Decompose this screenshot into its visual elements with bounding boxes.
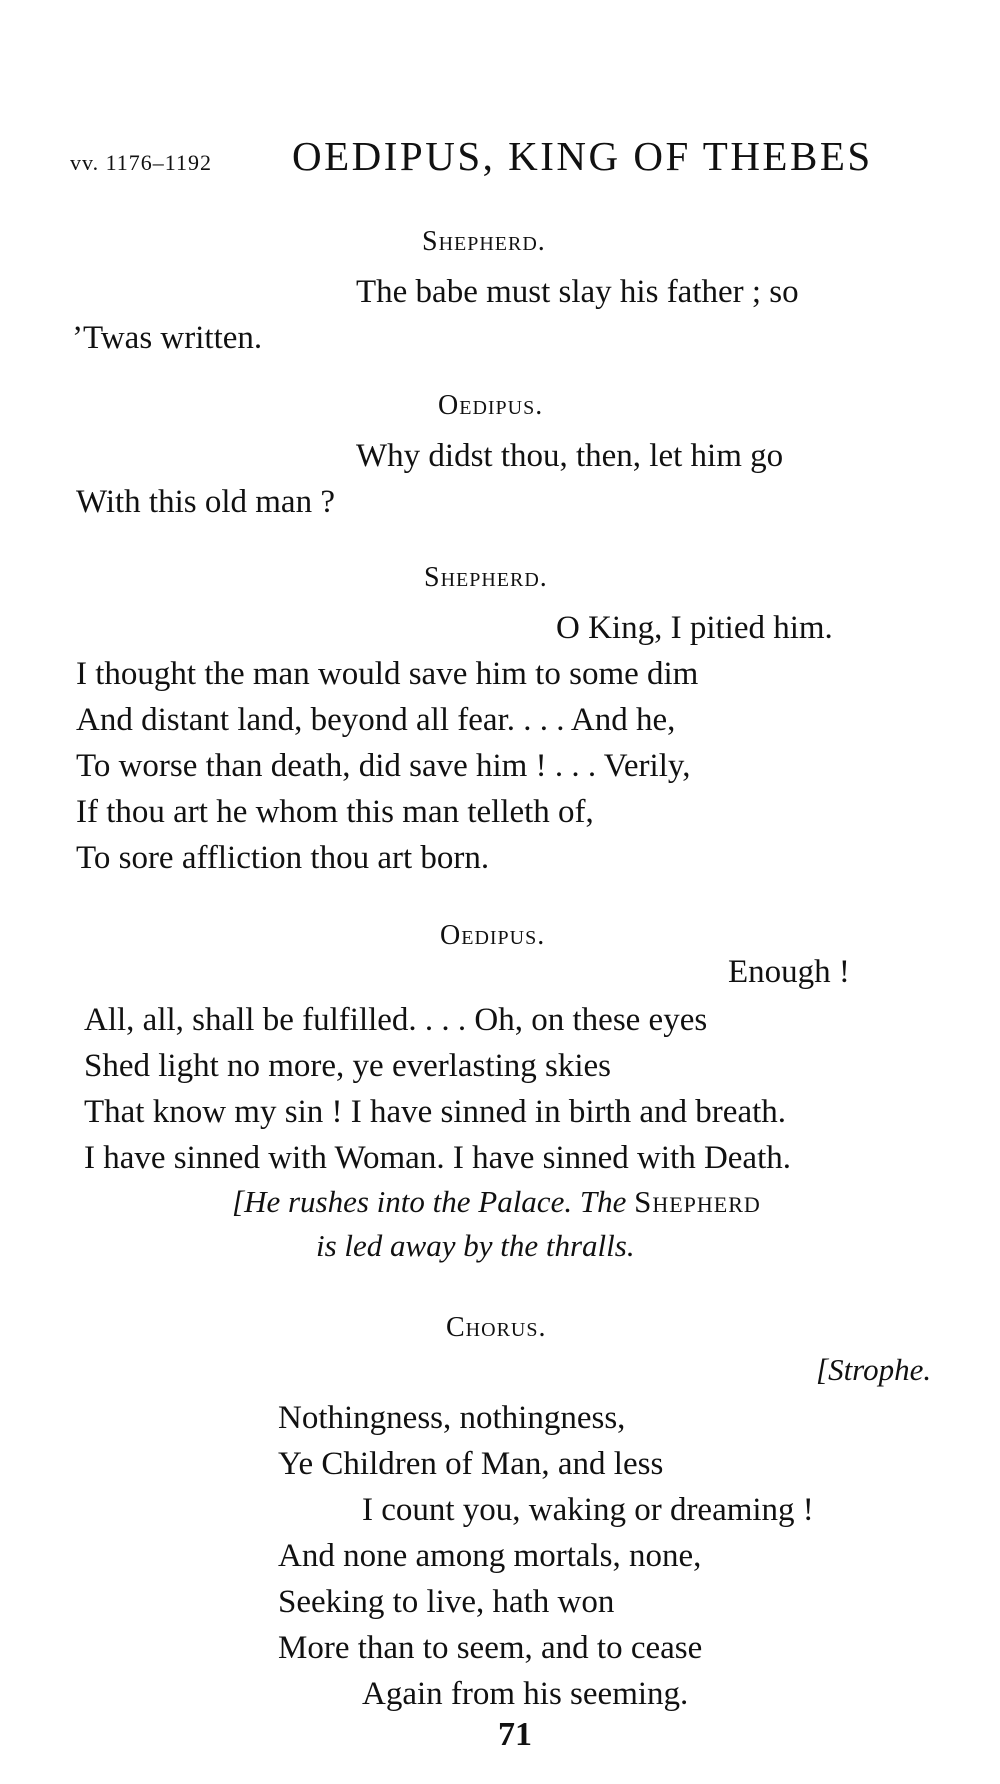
verse-line: Ye Children of Man, and less xyxy=(278,1446,664,1482)
verse-line: I thought the man would save him to some dim xyxy=(76,656,699,692)
verse-line: I count you, waking or dreaming ! xyxy=(362,1492,814,1528)
verse-line: If thou art he whom this man telleth of, xyxy=(76,794,594,830)
verse-line: To worse than death, did save him ! . . . Verily, xyxy=(76,748,691,784)
verse-line: Nothingness, nothingness, xyxy=(278,1400,626,1436)
verse-line: With this old man ? xyxy=(76,484,335,520)
verse-line: The babe must slay his father ; so xyxy=(356,274,799,310)
verse-line: Why didst thou, then, let him go xyxy=(356,438,784,474)
verse-line: Seeking to live, hath won xyxy=(278,1584,615,1620)
speaker-name: Chorus. xyxy=(446,1312,547,1343)
strophe-marker: [Strophe. xyxy=(816,1352,932,1387)
verse-line: Shed light no more, ye everlasting skies xyxy=(84,1048,611,1084)
page-number: 71 xyxy=(498,1716,532,1753)
verse-line: More than to seem, and to cease xyxy=(278,1630,703,1666)
speaker-name: Oedipus. xyxy=(438,390,544,421)
verse-line: That know my sin ! I have sinned in birth and breath. xyxy=(84,1094,787,1130)
stage-direction-continued: is led away by the thralls. xyxy=(316,1228,635,1263)
verse-line: Again from his seeming. xyxy=(362,1676,689,1712)
speaker-name: Shepherd. xyxy=(422,226,546,257)
stage-direction xyxy=(232,1184,761,1220)
verse-line: All, all, shall be fulfilled. . . . Oh, on these eyes xyxy=(84,1002,708,1038)
running-title: OEDIPUS, KING OF THEBES xyxy=(292,133,873,179)
verse-line: O King, I pitied him. xyxy=(556,610,833,646)
stage-direction-text: [He rushes into the Palace. The xyxy=(232,1184,635,1219)
verse-line: And distant land, beyond all fear. . . . And he, xyxy=(76,702,676,738)
verse-line: To sore affliction thou art born. xyxy=(76,840,490,876)
speaker-name: Shepherd. xyxy=(424,562,548,593)
verse-line: And none among mortals, none, xyxy=(278,1538,702,1574)
speaker-name: Oedipus. xyxy=(440,920,546,951)
verse-line: Enough ! xyxy=(728,954,850,990)
stage-direction-speaker: Shepherd xyxy=(634,1184,761,1219)
verse-range: vv. 1176–1192 xyxy=(70,150,212,175)
verse-line: I have sinned with Woman. I have sinned with Death. xyxy=(84,1140,791,1176)
verse-line: ’Twas written. xyxy=(72,320,263,356)
